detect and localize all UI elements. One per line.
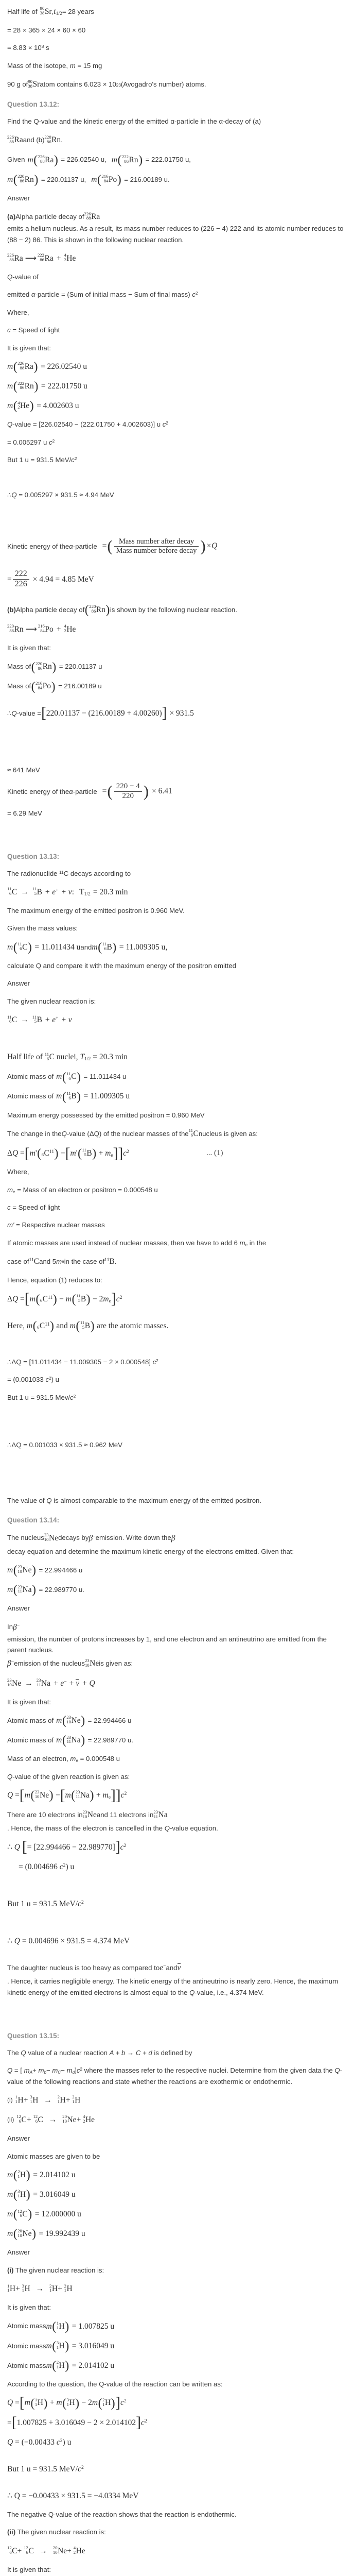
q1314-q-calc: ∴ Q [= $[22.994466 - 22.989770]]c^2$	[7, 1839, 127, 1856]
given-value-ra226: = 226.02540 u,	[61, 156, 107, 164]
q1315-i-conclusion: The negative Q-value of the reaction shows that the reaction is endothermic.	[7, 2511, 237, 2519]
q1312-b-given-that: It is given that:	[7, 643, 51, 652]
question-heading-13-13: Question 13.13:	[7, 852, 60, 860]
q1312-qvalue-calc2: = 0.005297 u $c^2$	[7, 438, 55, 446]
halflife-seconds-result: = $8.83 \times 10^8$ s	[7, 44, 49, 52]
q1315-i-mass-h2: Atomic mass m( 2 1 H) = 2.014102 u	[7, 2359, 115, 2373]
q1315-i-q-result: ∴ Q = −0.00433 × 931.5 = −4.0334 MeV	[7, 2491, 139, 2500]
q1315-part-i-given: It is given that:	[7, 2303, 51, 2312]
q1312-c-definition: c = Speed of light	[7, 326, 60, 334]
q1312-given-row-2	[7, 173, 347, 186]
mass-line-he4: m( 4 2 He) = 4.002603 u	[7, 399, 79, 413]
halflife-label: Half life of	[7, 8, 38, 15]
reactant-rn220: 220 86 Rn	[7, 623, 24, 634]
reactant-ra226: 226 88 Ra	[7, 252, 23, 263]
q1313-here-line: Here, m( 6 $C^{11}$) and m( 11 5 B) are the atomic masses.	[7, 1319, 169, 1333]
mass-func-ra226: m( 226 88 Ra)	[27, 153, 58, 167]
q1314-prompt-line1: The nucleus 23 10 Ne decays by β− emission. Write down the β	[7, 1532, 347, 1545]
q1315-item-ii: (ii) 12 6 C+ 12 6 C → 20 10 Ne+ 4 2 He	[7, 2114, 95, 2125]
q1315-i-q-expression: Q =[m( 1 1 H) + m( 3 1 H) − 2m( 2 1 $H)]c^2$	[7, 2394, 127, 2411]
q1313-me-def: $m_e$ = Mass of an electron or positron = 0.000548 u	[7, 1185, 158, 1194]
reaction-arrow: ⟶	[25, 253, 36, 263]
avogadro-line: 90 g of 90 38 Sr atom contains 6.023 × 10 23 (Avogadro's number) atoms.	[7, 78, 347, 91]
q1312-prompt-nuclei: 226 88 Ra and (b) 220 86 Rn .	[7, 133, 347, 146]
q1313-atomic-instead: If atomic masses are used instead of nuclear masses, then we have to add 6 $m_e$ in the	[7, 1239, 267, 1247]
mass-of-isotope: Mass of the isotope, m = 15 mg	[7, 61, 102, 70]
item-ii-label: (ii)	[7, 2115, 14, 2123]
q1314-q-equation: Q =[m( 23 10 Ne) −[m( 23 11 $Na) + m_e]]c^2$	[7, 1787, 127, 1804]
q1314-qvalue-label: Q-value of the given reaction is given as:	[7, 1772, 130, 1781]
q1313-case-of: case of $^{11}$C and 5 m e in the case of $^{11}$B .	[7, 1257, 117, 1266]
q1313-change-q: The change in the Q -value (ΔQ) of the nuclear masses of the 11 6 C nucleus is given as:	[7, 1128, 258, 1138]
q1313-dq-result: ∴ΔQ = 0.001033 × 931.5 ≈ 0.962 MeV	[7, 1441, 122, 1449]
product-he4-b: 4 2 He	[64, 623, 76, 634]
beta-minus-3: β−	[13, 1622, 20, 1632]
exponent: 8	[41, 44, 44, 49]
q1313-answer-label: Answer	[7, 979, 30, 988]
q1313-reaction: 11 6 C → 11 5 B + e+ + ν	[7, 1014, 72, 1025]
nuclide-ne23: 23 10 Ne	[44, 1532, 59, 1543]
q1313-dq-calc: ∴ΔQ = [11.011434 − 11.009305 − 2 × 0.000548] $c^2$	[7, 1358, 158, 1366]
q1312-reaction-a: 226 88 Ra ⟶ 222 86 Ra + 4 2 He	[7, 252, 347, 265]
q1313-halflife: Half life of 11 6 C nuclei, $T_{1/2} = 20.3$ min	[7, 1051, 128, 1062]
q1314-daughter-line: The daughter nucleus is too heavy as compared to e− and ν	[7, 1961, 347, 1974]
q1312-qvalue-label: Q-value of	[7, 273, 39, 281]
q1314-q-calc2: = (0.004696 $c^2$) u	[19, 1862, 75, 1871]
q1314-given-that: It is given that:	[7, 1698, 51, 1706]
q1314-emission-line: β− emission of the nucleus 23 10 Ne is given as:	[7, 1657, 347, 1670]
q1313-max-energy-possessed: Maximum energy possessed by the emitted positron = 0.960 MeV	[7, 1111, 205, 1119]
qvalue-bracket-expr: [220.01137 − (216.00189 + 4.00260)] × 931.5	[41, 705, 194, 722]
atomic-number: 38	[40, 10, 45, 16]
product-he4: 4 2 He	[64, 252, 76, 263]
product-po216: 216 84 Po	[38, 623, 54, 634]
q1314-electrons-line: There are 10 electrons in 23 10 Ne and 11 electrons in 23 11 Na	[7, 1809, 168, 1820]
q1315-i-q-numeric: $=[1.007825 + 3.016049 - 2 \times 2.014102]c^2$	[7, 2414, 147, 2431]
q1315-i-according-to: According to the question, the Q-value of the reaction can be written as:	[7, 2380, 223, 2388]
halflife-value: = 28 years	[62, 8, 94, 15]
q1315-mass-h3: m( 3 1 H) = 3.016049 u	[7, 2188, 76, 2202]
q1314-answer-label: Answer	[7, 1604, 30, 1613]
element-symbol: Sr	[44, 7, 52, 16]
q1312-given-row-1: Given m( 226 88 Ra) = 226.02540 u, m( 222 86 Rn) = 222.01750 u,	[7, 153, 191, 167]
mass-of-rn220: Mass of ( 220 86 Rn) = 220.01137 u	[7, 660, 102, 674]
mass-line-rn222: m( 222 86 Rn) = 222.01750 u	[7, 380, 87, 394]
q1313-conclusion: The value of Q is almost comparable to the maximum energy of the emitted positron.	[7, 1497, 262, 1505]
q1312-b-qvalue-result: ≈ 641 MeV	[7, 766, 40, 774]
q1313-given-label: Given the mass values:	[7, 924, 78, 933]
q1314-decay-equation: 23 10 Ne → 23 11 Na + e− + ν + Q	[7, 1677, 95, 1688]
electron-symbol: e−	[160, 1963, 166, 1973]
q1312-emitted-line: emitted α-particle = (Sum of initial mass − Sum of final mass) $c^2$	[7, 291, 198, 299]
q1313-max-energy: The maximum energy of the emitted positron is 0.960 MeV.	[7, 907, 185, 915]
q1312-part-b-intro: (b) Alpha particle decay of ( 220 86 Rn) is shown by the following nuclear reaction.	[7, 603, 237, 617]
q1313-prompt: The radionuclide $^{11}$C decays according to	[7, 869, 131, 877]
q1313-hence-eq: Hence, equation (1) reduces to:	[7, 1276, 102, 1284]
part-a-label: (a)	[7, 213, 16, 221]
q1315-atomic-masses-label: Atomic masses are given to be	[7, 2152, 100, 2160]
nuclide-rn220: 220 86 Rn	[44, 134, 61, 145]
nuclide-sr90-2: 90 38 Sr	[28, 78, 40, 89]
q1312-where: Where,	[7, 308, 29, 316]
q1315-answer-label-2: Answer	[7, 2248, 30, 2257]
q1313-reaction-label: The given nuclear reaction is:	[7, 997, 96, 1005]
q1315-prompt-2: Q = [ $m_A+ m_b- m_C- m_d]c^2$ where the masses refer to the respective nuclei. Determine from the given data the Q-value of the following reactions and state whether the reactions are exothermic or endothermic.	[7, 2066, 343, 2086]
halflife-line	[7, 5, 347, 18]
q1312-given-that: It is given that:	[7, 344, 51, 352]
q1315-i-q-value: Q = (−0.00433 $c^2$) u	[7, 2437, 72, 2447]
q1315-item-i: (i) 1 1 H+ 3 1 H → 2 1 H+ 2 1 H	[7, 2094, 81, 2105]
q1314-mass-na: m( 23 11 Na) = 22.989770 u.	[7, 1583, 84, 1597]
mass-func-c11: m( 11 6 C) = 11.011434 u	[7, 941, 81, 955]
q1312-prompt: Find the Q-value and the kinetic energy of the emitted α-particle in the α-decay of (a)	[7, 117, 261, 126]
nuclide-b11: 11 5 B	[32, 886, 42, 896]
q1312-ke-a-value: = $\frac{222}{226}$ × 4.94 = 4.85 MeV	[7, 569, 94, 588]
q1315-part-i-reaction: 1 1 H+ 3 1 H → 2 1 H+ 2 1 H	[7, 2283, 73, 2294]
q1313-atomic-mass-b11: Atomic mass of m( 11 6 B) = 11.009305 u	[7, 1090, 130, 1104]
q1312-q-result: ∴Q = 0.005297 × 931.5 ≈ 4.94 MeV	[7, 491, 114, 499]
reaction-arrow-b: ⟶	[25, 624, 36, 634]
q1313-but-1u: But 1 u = 931.5 Mev/$c^2$	[7, 1393, 76, 1401]
nuclide-rn220-b: ( 220 86 Rn)	[84, 603, 110, 617]
q1314-but-1u: But 1 u = 931.5 MeV/$c^2$	[7, 1900, 84, 1909]
q1315-mass-ne20: m( 20 10 Ne) = 19.992439 u	[7, 2227, 85, 2241]
mass-func-rn220: m( 220 86 Rn)	[7, 173, 39, 187]
q1315-prompt-1: The Q value of a nuclear reaction A + b → C + d is defined by	[7, 2048, 192, 2057]
q1313-given-masses: m( 11 6 C) = 11.011434 u and m( 11 6 B) = 11.009305 u,	[7, 941, 168, 955]
question-heading-13-12: Question 13.12:	[7, 100, 60, 109]
q1315-answer-label: Answer	[7, 2134, 30, 2143]
delta-q-equation: ΔQ =[m'( 6 $C^{11}) -[m'$( 11 5 $B) + m_e]]c^2$	[7, 1145, 129, 1162]
mass-func-b11: m( 11 6 B) = 11.009305 u,	[92, 941, 168, 955]
q1315-i-mass-h1: Atomic mass m( 1 1 H) = 1.007825 u	[7, 2319, 115, 2333]
q1314-electron-mass: Mass of an electron, $m_e = 0.000548$ u	[7, 1755, 120, 1764]
part-b-label: (b)	[7, 605, 16, 614]
nuclide-sr90	[40, 5, 52, 18]
q1312-qvalue-calc: Q-value = [226.02540 − (222.01750 + 4.002603)] u $c^2$	[7, 420, 168, 429]
q1315-i-mass-h3: Atomic mass m( 3 1 H) = 3.016049 u	[7, 2339, 115, 2353]
q1315-ii-reaction: 12 6 C+ 12 6 C → 20 10 Ne+ 4 2 He	[7, 2545, 85, 2555]
nuclide-c11: 11 6 C	[7, 886, 17, 896]
product-ra222: 222 86 Ra	[37, 252, 54, 263]
q1314-daughter-text: . Hence, it carries negligible energy. The kinetic energy of the antineutrino is nearly zero. Hence, the maximum kinetic energy of the emitted electrons is almost equal to the Q-value, i.e., 4.374 MeV.	[7, 1977, 339, 1996]
given-value-po216: = 216.00189 u.	[124, 175, 170, 183]
m-symbol: m	[69, 61, 76, 70]
equation-number-1: ... (1)	[206, 1149, 223, 1158]
ke-formula-a: =( $\frac{\text{Mass number after decay}}{\text{Mass number before decay}}$ )×Q	[102, 537, 218, 555]
q1314-q-result: ∴ Q = 0.004696 × 931.5 = 4.374 MeV	[7, 1937, 130, 1946]
q1315-ii-intro: (ii) The given nuclear reaction is:	[7, 2528, 106, 2536]
nuclide-ra226: 226 88 Ra	[7, 134, 23, 145]
nuclide-ra226-a: 226 88 Ra	[84, 211, 100, 222]
q1312-ke-b: Kinetic energy of the α -particle =( $\frac{220 - 4}{220}$ ) × 6.41	[7, 782, 172, 801]
q1312-but-1u: But 1 u = 931.5 MeV/$c^2$	[7, 456, 77, 464]
antineutrino-symbol: ν	[177, 1963, 181, 1973]
q1315-ii-given: It is given that:	[7, 2565, 51, 2573]
item-i-label: (i)	[7, 2096, 13, 2104]
q1314-in-beta: In β− emission, the number of protons increases by 1, and one electron and an antineutrino are emitted from the parent nucleus.	[7, 1621, 347, 1656]
mass-func-po216: m( 216 84 Po)	[91, 173, 121, 187]
q1315-part-i-intro: (i) The given nuclear reaction is:	[7, 2266, 104, 2274]
q1313-equation-1	[7, 1147, 347, 1160]
beta-minus-4: β−	[7, 1659, 14, 1668]
question-heading-13-15: Question 13.15:	[7, 2032, 60, 2040]
mass-func-rn222: m( 222 86 Rn)	[111, 153, 143, 167]
beta-minus-2: β	[171, 1533, 175, 1543]
halflife-seconds-expansion: = 28 × 365 × 24 × 60 × 60	[7, 26, 86, 35]
q1313-dq-calc2: = (0.001033 $c^2$) u	[7, 1376, 59, 1384]
q1314-atomic-mass-ne: Atomic mass of m( 23 10 Ne) = 22.994466 u	[7, 1714, 132, 1728]
q1312-reaction-b: 220 86 Rn ⟶ 216 84 Po + 4 2 He	[7, 623, 347, 636]
q1313-atomic-mass-c11: Atomic mass of m( 11 6 C) = 11.011434 u	[7, 1070, 127, 1084]
t-subscript: 1/2	[56, 11, 62, 17]
mass-line-ra226: m( 226 88 Ra) = 226.02540 u	[7, 360, 87, 374]
given-value-rn220: = 220.01137 u,	[41, 175, 86, 183]
t-symbol: t	[54, 7, 56, 16]
q1313-reduced-equation: ΔQ =[m( 6 $C^{11}) - m$( 11 5 $B) - 2m_e]c^2$	[7, 1291, 122, 1308]
q1315-mass-h2: m( 2 1 H) = 2.014102 u	[7, 2168, 76, 2182]
arrow-icon: →	[21, 888, 29, 896]
q1313-calculate: calculate Q and compare it with the maximum energy of the positron emitted	[7, 961, 236, 970]
q1312-answer-label: Answer	[7, 194, 30, 202]
q1313-decay-equation: 11 6 C → 11 5 B + e+ + ν : $T_{1/2}$ = 20.3 min	[7, 886, 347, 899]
mass-number: 90	[40, 6, 45, 11]
q1312-ke-a: Kinetic energy of the α -particle =( $\frac{\text{Mass number after decay}}{\text{Mass number before decay}}$ )×Q	[7, 537, 218, 555]
q1313-c-def: c = Speed of light	[7, 1203, 60, 1211]
q1314-electrons-text: . Hence, the mass of the electron is cancelled in the Q-value equation.	[7, 1824, 218, 1833]
q1314-mass-ne: m( 23 10 Ne) = 22.994466 u	[7, 1564, 83, 1578]
q1314-atomic-mass-na: Atomic mass of m( 23 11 Na) = 22.989770 u.	[7, 1734, 133, 1748]
q1312-b-qvalue: ∴ Q -value = [220.01137 − (216.00189 + 4.00260)] × 931.5	[7, 705, 194, 722]
q1314-prompt-line2: decay equation and determine the maximum kinetic energy of the electrons emitted. Given that:	[7, 1547, 294, 1555]
na-mass-value: = 22.989770 u.	[87, 1736, 133, 1744]
q1313-mprime-def: m′ = Respective nuclear masses	[7, 1221, 105, 1229]
ke-formula-b: =( $\frac{220 - 4}{220}$ ) × 6.41	[102, 782, 172, 801]
question-heading-13-14: Question 13.14:	[7, 1516, 60, 1524]
q1315-i-but-1u: But 1 u = 931.5 MeV/$c^2$	[7, 2464, 84, 2473]
q1312-part-a-text: emits a helium nucleus. As a result, its mass number reduces to (226 − 4) 222 and its atomic number reduces to (88 − 2) 86. This is shown in the following nuclear reaction.	[7, 225, 344, 244]
q1312-ke-b-result: = 6.29 MeV	[7, 809, 42, 817]
comma: ,	[51, 8, 54, 15]
q1315-mass-c12: m( 12 6 C) = 12.000000 u	[7, 2208, 81, 2222]
mass-of-po216: Mass of ( 216 84 Po) = 216.00189 u	[7, 680, 102, 693]
q1312-part-a-intro: (a) Alpha particle decay of 226 88 Ra	[7, 210, 347, 223]
given-value-rn222: = 222.01750 u,	[145, 156, 191, 164]
beta-minus-1: β−	[88, 1533, 96, 1543]
q1313-where: Where,	[7, 1168, 29, 1176]
